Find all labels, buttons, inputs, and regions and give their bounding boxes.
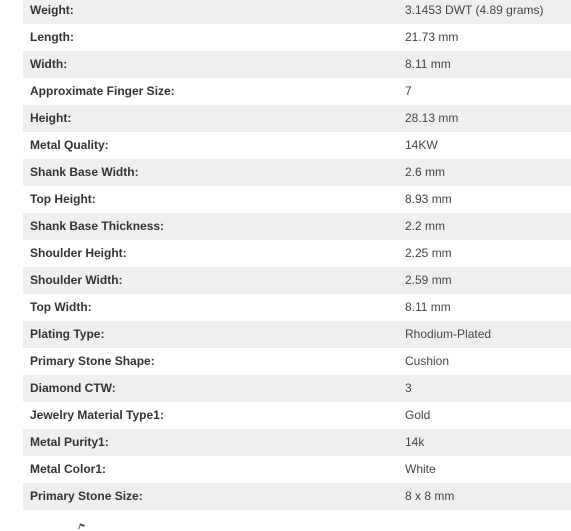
spec-row-height bbox=[23, 105, 571, 132]
spec-label: Weight: bbox=[23, 0, 398, 24]
spec-label: Shoulder Height: bbox=[23, 240, 398, 267]
spec-row-length bbox=[23, 24, 571, 51]
spec-row-weight bbox=[23, 0, 571, 24]
spec-value: 8.11 mm bbox=[398, 51, 571, 78]
spec-value: 3 bbox=[398, 375, 571, 402]
spec-label: Approximate Finger Size: bbox=[23, 78, 398, 105]
spec-value: Gold bbox=[398, 402, 571, 429]
spec-row-shoulder-width bbox=[23, 267, 571, 294]
spec-value: 2.2 mm bbox=[398, 213, 571, 240]
spec-row-shank-base-width bbox=[23, 159, 571, 186]
spec-label: Top Width: bbox=[23, 294, 398, 321]
spec-label: Shank Base Thickness: bbox=[23, 213, 398, 240]
spec-value: Cushion bbox=[398, 348, 571, 375]
spec-value: 28.13 mm bbox=[398, 105, 571, 132]
spec-row-width bbox=[23, 51, 571, 78]
spec-row-metal-purity bbox=[23, 429, 571, 456]
spec-label: Diamond CTW: bbox=[23, 375, 398, 402]
spec-row-top-width bbox=[23, 294, 571, 321]
spec-value: Rhodium-Plated bbox=[398, 321, 571, 348]
spec-value: 2.59 mm bbox=[398, 267, 571, 294]
spec-row-finger-size bbox=[23, 78, 571, 105]
spec-row-primary-stone-size bbox=[23, 483, 571, 510]
spec-value: 8 x 8 mm bbox=[398, 483, 571, 510]
spec-label: Shank Base Width: bbox=[23, 159, 398, 186]
spec-row-plating-type bbox=[23, 321, 571, 348]
specifications-body bbox=[23, 0, 571, 510]
spec-value: 7 bbox=[398, 78, 571, 105]
spec-value: 14k bbox=[398, 429, 571, 456]
partial-glyph-mark bbox=[78, 523, 85, 530]
spec-row-shank-base-thickness bbox=[23, 213, 571, 240]
spec-row-shoulder-height bbox=[23, 240, 571, 267]
spec-label: Shoulder Width: bbox=[23, 267, 398, 294]
spec-row-primary-stone-shape bbox=[23, 348, 571, 375]
spec-label: Height: bbox=[23, 105, 398, 132]
spec-value: 2.25 mm bbox=[398, 240, 571, 267]
spec-value: 14KW bbox=[398, 132, 571, 159]
spec-label: Primary Stone Size: bbox=[23, 483, 398, 510]
spec-label: Width: bbox=[23, 51, 398, 78]
spec-row-metal-quality bbox=[23, 132, 571, 159]
spec-value: White bbox=[398, 456, 571, 483]
spec-value: 8.11 mm bbox=[398, 294, 571, 321]
spec-label: Top Height: bbox=[23, 186, 398, 213]
spec-value: 21.73 mm bbox=[398, 24, 571, 51]
spec-value: 2.6 mm bbox=[398, 159, 571, 186]
spec-label: Plating Type: bbox=[23, 321, 398, 348]
spec-row-jewelry-material-type bbox=[23, 402, 571, 429]
specifications-table bbox=[23, 0, 571, 510]
spec-label: Jewelry Material Type1: bbox=[23, 402, 398, 429]
spec-label: Metal Quality: bbox=[23, 132, 398, 159]
spec-label: Length: bbox=[23, 24, 398, 51]
spec-row-diamond-ctw bbox=[23, 375, 571, 402]
spec-row-top-height bbox=[23, 186, 571, 213]
spec-value: 8.93 mm bbox=[398, 186, 571, 213]
spec-label: Metal Purity1: bbox=[23, 429, 398, 456]
spec-label: Metal Color1: bbox=[23, 456, 398, 483]
spec-label: Primary Stone Shape: bbox=[23, 348, 398, 375]
spec-value: 3.1453 DWT (4.89 grams) bbox=[398, 0, 571, 24]
spec-row-metal-color bbox=[23, 456, 571, 483]
